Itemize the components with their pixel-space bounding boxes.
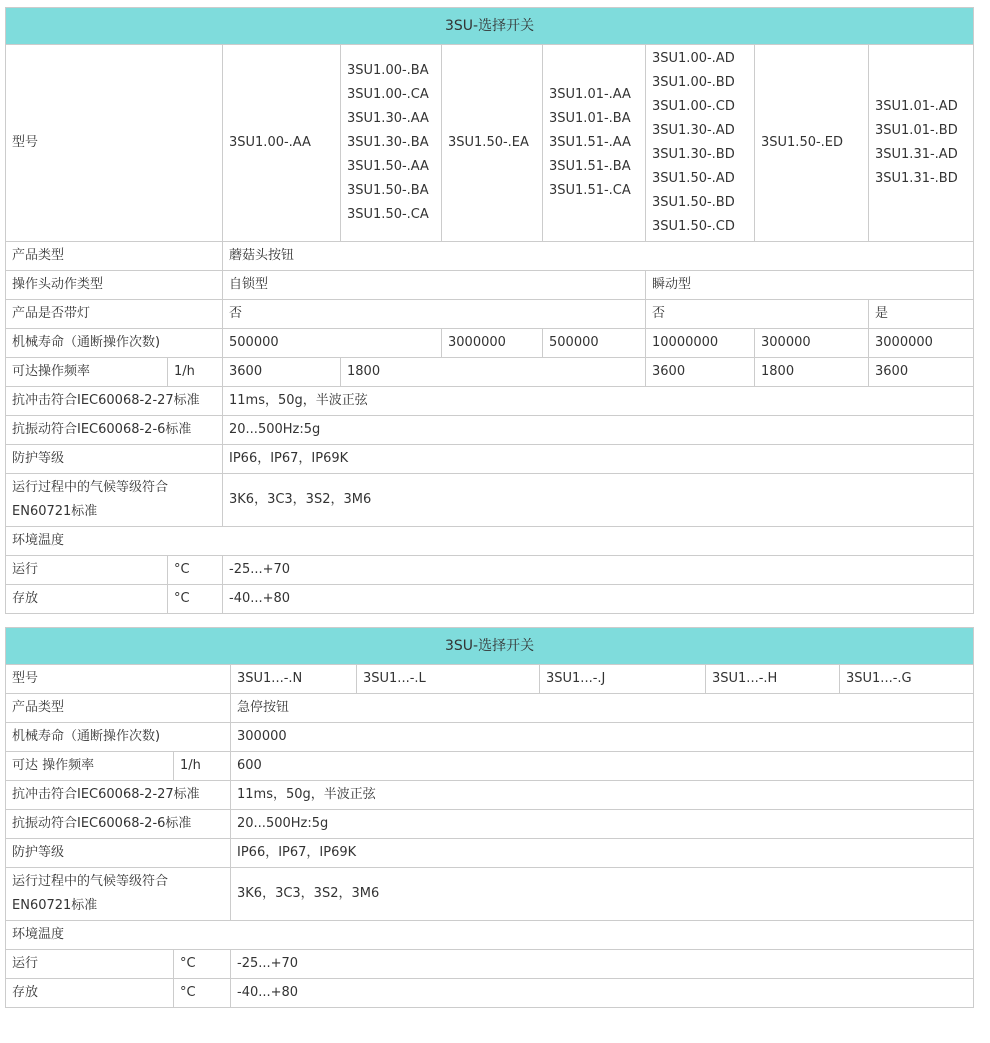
lamp-label: 产品是否带灯	[6, 300, 223, 329]
climate-label: 运行过程中的气候等级符合 EN60721标准	[6, 474, 223, 527]
freq-label: 可达操作频率	[6, 358, 168, 387]
table-title: 3SU-选择开关	[6, 8, 974, 45]
lamp-value: 否	[646, 300, 869, 329]
shock-label: 抗冲击符合IEC60068-2-27标准	[6, 781, 231, 810]
model-cell: 3SU1...-.G	[840, 665, 974, 694]
protection-value: IP66，IP67，IP69K	[231, 839, 974, 868]
protection-value: IP66，IP67，IP69K	[223, 445, 974, 474]
model-cell: 3SU1...-.J	[540, 665, 706, 694]
model-cell: 3SU1.01-.AA 3SU1.01-.BA 3SU1.51-.AA 3SU1.51-.BA 3SU1.51-.CA	[543, 45, 646, 242]
life-value: 500000	[543, 329, 646, 358]
freq-value: 600	[231, 752, 974, 781]
freq-unit: 1/h	[168, 358, 223, 387]
model-label: 型号	[6, 45, 223, 242]
run-unit: °C	[174, 950, 231, 979]
freq-value: 3600	[646, 358, 755, 387]
model-cell: 3SU1.50-.ED	[755, 45, 869, 242]
model-cell: 3SU1...-.N	[231, 665, 357, 694]
product-type-label: 产品类型	[6, 242, 223, 271]
actuator-momentary: 瞬动型	[646, 271, 974, 300]
spec-table-selector-switch-mushroom	[5, 7, 974, 614]
lamp-value: 是	[869, 300, 974, 329]
freq-value: 3600	[869, 358, 974, 387]
env-temp-label: 环境温度	[6, 921, 974, 950]
life-value: 10000000	[646, 329, 755, 358]
vibration-value: 20...500Hz:5g	[231, 810, 974, 839]
store-label: 存放	[6, 979, 174, 1008]
table-title: 3SU-选择开关	[6, 628, 974, 665]
spec-table-selector-switch-emergency	[5, 627, 974, 1008]
freq-value: 3600	[223, 358, 341, 387]
shock-value: 11ms，50g，半波正弦	[223, 387, 974, 416]
model-label: 型号	[6, 665, 231, 694]
model-cell: 3SU1.00-.AA	[223, 45, 341, 242]
model-cell: 3SU1.00-.AD 3SU1.00-.BD 3SU1.00-.CD 3SU1.30-.AD 3SU1.30-.BD 3SU1.50-.AD 3SU1.50-.BD 3SU1.50-.CD	[646, 45, 755, 242]
run-label: 运行	[6, 950, 174, 979]
freq-label: 可达 操作频率	[6, 752, 174, 781]
store-unit: °C	[168, 585, 223, 614]
vibration-value: 20...500Hz:5g	[223, 416, 974, 445]
life-value: 300000	[755, 329, 869, 358]
model-cell: 3SU1...-.H	[706, 665, 840, 694]
model-cell: 3SU1.50-.EA	[442, 45, 543, 242]
run-label: 运行	[6, 556, 168, 585]
shock-label: 抗冲击符合IEC60068-2-27标准	[6, 387, 223, 416]
climate-label: 运行过程中的气候等级符合 EN60721标准	[6, 868, 231, 921]
protection-label: 防护等级	[6, 839, 231, 868]
vibration-label: 抗振动符合IEC60068-2-6标准	[6, 416, 223, 445]
shock-value: 11ms，50g，半波正弦	[231, 781, 974, 810]
freq-unit: 1/h	[174, 752, 231, 781]
lamp-value: 否	[223, 300, 646, 329]
actuator-label: 操作头动作类型	[6, 271, 223, 300]
store-label: 存放	[6, 585, 168, 614]
freq-value: 1800	[341, 358, 646, 387]
life-value: 3000000	[442, 329, 543, 358]
model-cell: 3SU1.00-.BA 3SU1.00-.CA 3SU1.30-.AA 3SU1.30-.BA 3SU1.50-.AA 3SU1.50-.BA 3SU1.50-.CA	[341, 45, 442, 242]
climate-value: 3K6，3C3，3S2，3M6	[223, 474, 974, 527]
store-value: -40...+80	[231, 979, 974, 1008]
product-type-label: 产品类型	[6, 694, 231, 723]
product-type-value: 蘑菇头按钮	[223, 242, 974, 271]
store-unit: °C	[174, 979, 231, 1008]
product-type-value: 急停按钮	[231, 694, 974, 723]
env-temp-label: 环境温度	[6, 527, 974, 556]
life-label: 机械寿命（通断操作次数)	[6, 329, 223, 358]
life-label: 机械寿命（通断操作次数)	[6, 723, 231, 752]
freq-value: 1800	[755, 358, 869, 387]
model-cell: 3SU1.01-.AD 3SU1.01-.BD 3SU1.31-.AD 3SU1.31-.BD	[869, 45, 974, 242]
run-value: -25...+70	[231, 950, 974, 979]
protection-label: 防护等级	[6, 445, 223, 474]
climate-value: 3K6，3C3，3S2，3M6	[231, 868, 974, 921]
life-value: 500000	[223, 329, 442, 358]
model-cell: 3SU1...-.L	[357, 665, 540, 694]
run-value: -25...+70	[223, 556, 974, 585]
vibration-label: 抗振动符合IEC60068-2-6标准	[6, 810, 231, 839]
life-value: 300000	[231, 723, 974, 752]
run-unit: °C	[168, 556, 223, 585]
actuator-latching: 自锁型	[223, 271, 646, 300]
life-value: 3000000	[869, 329, 974, 358]
store-value: -40...+80	[223, 585, 974, 614]
